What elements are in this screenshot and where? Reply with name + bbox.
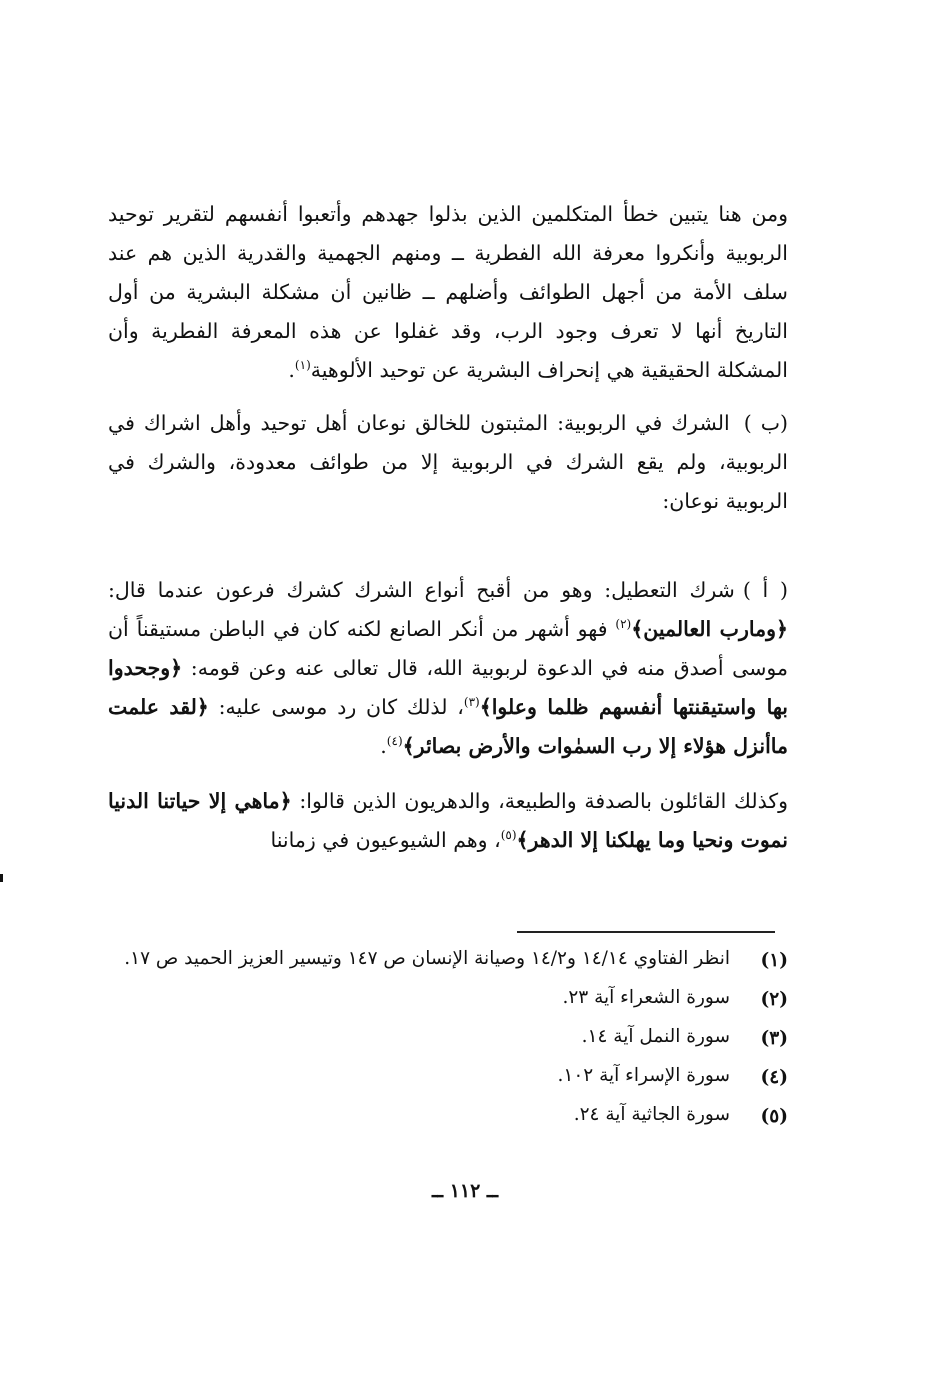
footnote-text: سورة النمل آية ١٤. [581,1026,730,1047]
paragraph-text: وكذلك القائلون بالصدفة والطبيعة، والدهريون الذين قالوا: [291,789,788,813]
paragraph-text: ، لذلك كان رد موسى عليه: [208,695,464,719]
footnote-item [108,1020,788,1056]
footnote-item [108,1098,788,1134]
footnote-ref: (٣) [463,695,480,710]
footnote-number: (٢) [760,989,788,1010]
page-body [108,195,788,860]
quran-quote: ﴿ومارب العالمين﴾ [631,617,789,641]
footnote-ref: (٢) [615,617,632,632]
footnote-ref: (٤) [386,734,403,749]
footnote-number: (٥) [760,1106,788,1127]
paragraph-text: الشرك في الربوبية: المثبتون للخالق نوعان أهل توحيد وأهل اشراك في الربوبية، ولم يقع الشرك في الربوبية إلا من طوائف معدودة، والشرك في الربوبية نوعان: [108,411,788,513]
footnote-text: سورة الشعراء آية ٢٣. [562,987,730,1008]
paragraph-text: ومن هنا يتبين خطأ المتكلمين الذين بذلوا جهدهم وأتعبوا أنفسهم لتقرير توحيد الربوبية وأنكروا معرفة الله الفطرية ــ ومنهم الجهمية والقدرية الذين هم عند سلف الأمة من أجهل الطوائف وأضلهم ــ ظانين أن مشكلة البشرية من أول التاريخ أنها لا تعرف وجود الرب، وقد غفلوا عن هذه المعرفة الفطرية وأن المشكلة الحقيقية هي إنحراف البشرية عن توحيد الألوهية [108,202,788,382]
footnote-item [108,1059,788,1095]
footnote-text: سورة الجاثية آية ٢٤. [573,1104,730,1125]
paragraph-shirk-rububiyya [108,404,788,521]
footnote-divider [517,931,775,933]
footnote-text: سورة الإسراء آية ١٠٢. [557,1065,730,1086]
footnote-ref: (٥) [500,828,517,843]
paragraph-end: . [380,734,387,758]
section-label: (ب ) [743,411,788,435]
quran-quote: ﴿ماهي إلا حياتنا الدنيا نموت ونحيا وما يهلكنا إلا الدهر﴾ [108,789,788,852]
footnote-text: انظر الفتاوي ١٤/١٤ و١٤/٢ وصيانة الإنسان ص ١٤٧ وتيسير العزيز الحميد ص ١٧. [124,948,730,969]
footnotes-list [108,942,788,1137]
paragraph-mutakallimin [108,195,788,390]
footnote-number: (٤) [760,1067,788,1088]
paragraph-shirk-tatil [108,571,788,766]
footnote-number: (١) [760,950,788,971]
footnote-ref: (١) [294,358,311,373]
paragraph-text: فهو أشهر من أنكر الصانع لكنه كان في الباطن مستيقناً أن موسى أصدق منه في الدعوة لربوبية الله، قال تعالى عنه وعن قومه: [108,617,788,680]
subsection-label: ( أ ) [742,578,788,602]
paragraph-dahriyun [108,782,788,860]
paragraph-text: شرك التعطيل: وهو من أقبح أنواع الشرك كشرك فرعون عندما قال: [108,578,735,602]
margin-mark [0,874,3,882]
footnote-item [108,942,788,978]
quran-quote: ﴿وجحدوا بها واستيقنتها أنفسهم ظلما وعلوا﴾ [108,656,788,719]
page-number: ــ ١١٢ ــ [431,1180,499,1202]
paragraph-text: ، وهم الشيوعيون في زماننا [270,828,501,852]
paragraph-end: . [288,358,295,382]
footnote-item [108,981,788,1017]
footnote-number: (٣) [760,1028,788,1049]
quran-quote: ﴿لقد علمت ماأنزل هؤلاء إلا رب السمٰوات والأرض بصائر﴾ [108,695,788,758]
